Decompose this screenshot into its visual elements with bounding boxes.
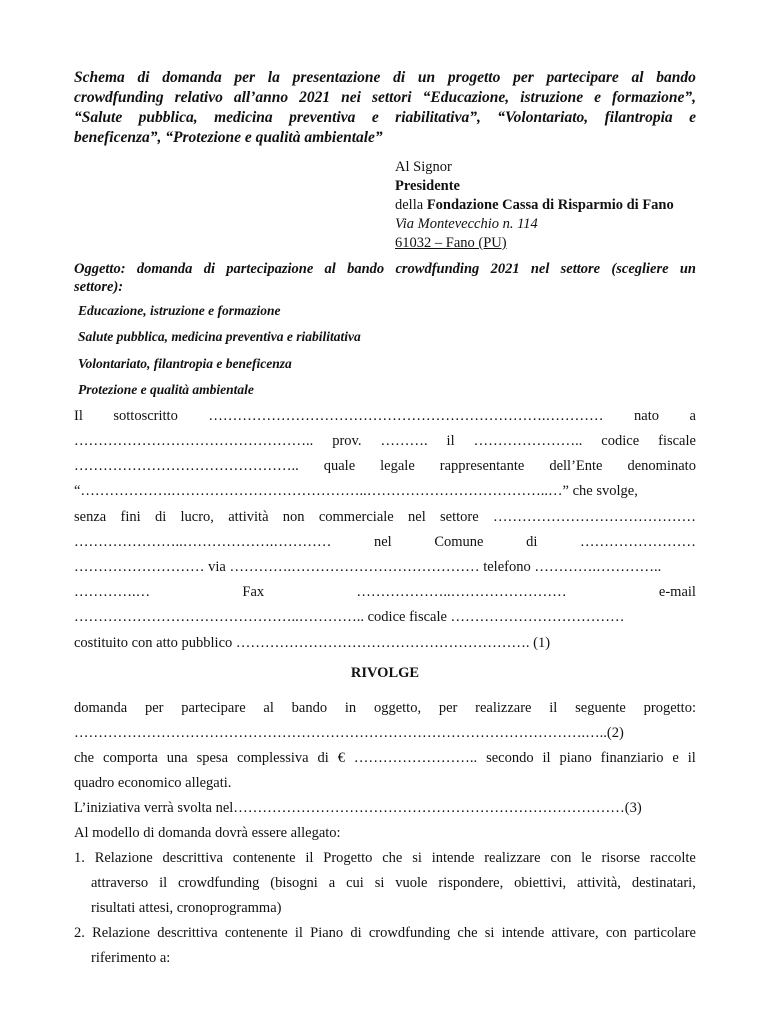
word: nato bbox=[634, 408, 659, 424]
word: contenente bbox=[224, 925, 288, 941]
word: con bbox=[605, 925, 627, 941]
word: senza bbox=[74, 509, 107, 525]
form-line-4: “……………….…………………………………..………………………………..…” che svolge, bbox=[74, 483, 638, 499]
list-item-1-line-3: risultati attesi, cronoprogramma) bbox=[91, 900, 282, 916]
word: particolare bbox=[633, 925, 696, 941]
word: ………………….. bbox=[473, 433, 583, 449]
word: …………………….. bbox=[353, 750, 478, 766]
word: …………………… bbox=[579, 534, 696, 550]
address-org: Fondazione Cassa di Risparmio di Fano bbox=[426, 197, 674, 213]
word: la bbox=[267, 69, 280, 86]
word: intende bbox=[501, 925, 545, 941]
heading-line-3 bbox=[74, 108, 696, 128]
word: si bbox=[374, 875, 385, 891]
heading-line-4: beneficenza”, “Protezione e qualità ambientale” bbox=[74, 129, 383, 146]
word: complessiva bbox=[236, 750, 309, 766]
word: denominato bbox=[627, 458, 696, 474]
word: e-mail bbox=[658, 584, 696, 600]
body-line-2: …………………………………………………………………………………………….…..(2) bbox=[74, 725, 624, 741]
word: piano bbox=[559, 750, 592, 766]
heading-line-2 bbox=[74, 88, 696, 108]
form-line-6 bbox=[74, 533, 696, 551]
word: commerciale bbox=[318, 509, 394, 525]
word: bando bbox=[347, 261, 385, 277]
form-line-7: ……………………… via ………….………………………………… telefono ………….………….. bbox=[74, 559, 662, 575]
word: realizzare bbox=[475, 700, 532, 716]
word: (scegliere bbox=[611, 261, 669, 277]
word: risorse bbox=[601, 850, 641, 866]
word: 2. bbox=[74, 925, 85, 941]
form-line-3 bbox=[74, 457, 696, 475]
word: che bbox=[457, 925, 478, 941]
body-line-3 bbox=[74, 749, 696, 767]
word: attraverso bbox=[91, 875, 149, 891]
word: non bbox=[282, 509, 305, 525]
word: fini bbox=[120, 509, 141, 525]
word: “Educazione, bbox=[422, 89, 510, 106]
recipient-address bbox=[395, 158, 674, 253]
word: il bbox=[687, 750, 696, 766]
word: Oggetto: bbox=[74, 261, 126, 277]
word: quale bbox=[323, 458, 356, 474]
word: Relazione bbox=[92, 925, 151, 941]
word: Piano bbox=[310, 925, 344, 941]
word: contenente bbox=[232, 850, 296, 866]
word: attività, bbox=[577, 875, 621, 891]
address-org-line bbox=[395, 196, 674, 215]
word: nel bbox=[530, 261, 550, 277]
word: rispondere, bbox=[438, 875, 504, 891]
word: nei bbox=[341, 89, 361, 106]
word: che bbox=[74, 750, 95, 766]
word: il bbox=[542, 750, 551, 766]
word: settore bbox=[560, 261, 601, 277]
body-line-6: Al modello di domanda dovrà essere allegato: bbox=[74, 825, 341, 841]
word: ………. bbox=[380, 433, 428, 449]
word: al bbox=[263, 700, 274, 716]
word: domanda bbox=[74, 700, 128, 716]
list-item-2-line-2: riferimento a: bbox=[91, 950, 171, 966]
word: legale bbox=[380, 458, 415, 474]
word: al bbox=[324, 261, 336, 277]
word: il bbox=[159, 875, 168, 891]
list-item-1-line-2 bbox=[74, 871, 696, 896]
heading-line-1 bbox=[74, 68, 696, 88]
word: dell’Ente bbox=[549, 458, 603, 474]
word: secondo bbox=[486, 750, 534, 766]
form-line-2 bbox=[74, 432, 696, 450]
word: per bbox=[438, 700, 458, 716]
word: bando bbox=[656, 69, 696, 86]
body-line-5: L’iniziativa verrà svolta nel………………………………………………………………………(3) bbox=[74, 800, 642, 816]
word: spesa bbox=[196, 750, 229, 766]
address-street: Via Montevecchio n. 114 bbox=[395, 216, 538, 232]
rivolge-heading: RIVOLGE bbox=[350, 665, 420, 681]
word: pubblica, bbox=[138, 109, 198, 126]
word: di bbox=[203, 261, 215, 277]
word: …………………………………………………………….………… bbox=[208, 408, 604, 424]
oggetto-paragraph bbox=[74, 260, 696, 296]
word: il bbox=[294, 925, 303, 941]
word: di bbox=[154, 509, 167, 525]
word: di bbox=[526, 534, 538, 550]
word: per bbox=[513, 69, 534, 86]
word: € bbox=[337, 750, 345, 766]
word: crowdfunding bbox=[74, 89, 164, 106]
word: ………….… bbox=[74, 584, 151, 600]
word: Il bbox=[74, 408, 83, 424]
word: oggetto, bbox=[373, 700, 422, 716]
word: realizzare bbox=[484, 850, 541, 866]
word: e bbox=[371, 109, 379, 126]
word: presentazione bbox=[292, 69, 381, 86]
word: a bbox=[689, 408, 696, 424]
word: vuole bbox=[395, 875, 428, 891]
word: …………………………………… bbox=[492, 509, 696, 525]
body-line-1 bbox=[74, 699, 696, 717]
oggetto-line-1 bbox=[74, 260, 696, 278]
form-line-10: costituito con atto pubblico ……………………………………………………. (1) bbox=[74, 635, 551, 651]
word: raccolte bbox=[649, 850, 696, 866]
word: il bbox=[549, 700, 558, 716]
word: che bbox=[382, 850, 403, 866]
word: si bbox=[412, 850, 422, 866]
word: di bbox=[350, 925, 362, 941]
word: nel bbox=[373, 534, 392, 550]
form-line-5 bbox=[74, 508, 696, 526]
address-title: Presidente bbox=[395, 178, 460, 194]
word: lucro, bbox=[180, 509, 214, 525]
word: di bbox=[317, 750, 329, 766]
word: settore bbox=[440, 509, 479, 525]
word: ……………………………………….. bbox=[74, 458, 299, 474]
document-heading bbox=[74, 68, 696, 148]
word: di bbox=[393, 69, 406, 86]
word: intende bbox=[431, 850, 475, 866]
word: preventiva bbox=[289, 109, 356, 126]
address-to: Al Signor bbox=[395, 159, 452, 175]
word: obiettivi, bbox=[514, 875, 567, 891]
form-line-8 bbox=[74, 583, 696, 601]
word: bando bbox=[291, 700, 328, 716]
word: ………………………………………….. bbox=[74, 433, 314, 449]
word: le bbox=[581, 850, 592, 866]
form-line-1 bbox=[74, 407, 696, 425]
word: partecipare bbox=[546, 69, 619, 86]
word: formazione”, bbox=[612, 89, 696, 106]
word: 1. bbox=[74, 850, 85, 866]
word: il bbox=[446, 433, 455, 449]
word: un bbox=[679, 261, 696, 277]
address-della: della bbox=[395, 197, 427, 213]
word: descrittiva bbox=[157, 925, 218, 941]
word: un bbox=[417, 69, 436, 86]
word: medicina bbox=[214, 109, 273, 126]
list-item-2-line-1 bbox=[74, 921, 696, 946]
word: in bbox=[344, 700, 357, 716]
word: attività bbox=[228, 509, 269, 525]
word: Schema bbox=[74, 69, 125, 86]
attachment-list bbox=[74, 846, 696, 971]
word: progetto bbox=[447, 69, 501, 86]
word: a bbox=[328, 875, 336, 891]
word: “Salute bbox=[74, 109, 123, 126]
word: e bbox=[594, 89, 601, 106]
word: 2021 bbox=[299, 89, 331, 106]
word: il bbox=[305, 850, 314, 866]
word: crowdfunding bbox=[395, 261, 480, 277]
word: partecipare bbox=[181, 700, 246, 716]
list-item-1-line-1 bbox=[74, 846, 696, 871]
word: Comune bbox=[434, 534, 484, 550]
word: 2021 bbox=[490, 261, 520, 277]
word: seguente bbox=[575, 700, 626, 716]
word: per bbox=[234, 69, 256, 86]
oggetto-line-2: settore): bbox=[74, 279, 124, 295]
word: (bisogni bbox=[270, 875, 318, 891]
word: progetto: bbox=[643, 700, 696, 716]
word: partecipazione bbox=[226, 261, 314, 277]
word: domanda bbox=[136, 261, 193, 277]
word: crowdfunding bbox=[368, 925, 451, 941]
word: e bbox=[689, 109, 696, 126]
word: nel bbox=[408, 509, 426, 525]
word: destinatari, bbox=[631, 875, 696, 891]
word: Progetto bbox=[323, 850, 373, 866]
sector-option-salute[interactable]: Salute pubblica, medicina preventiva e riabilitativa bbox=[78, 329, 361, 344]
word: una bbox=[166, 750, 188, 766]
word: al bbox=[631, 69, 644, 86]
word: comporta bbox=[103, 750, 158, 766]
word: relativo bbox=[174, 89, 223, 106]
word: filantropia bbox=[604, 109, 673, 126]
word: Fax bbox=[242, 584, 265, 600]
word: descrittiva bbox=[162, 850, 223, 866]
word: cui bbox=[346, 875, 364, 891]
sector-option-educazione[interactable]: Educazione, istruzione e formazione bbox=[78, 303, 281, 318]
word: crowdfunding bbox=[178, 875, 260, 891]
word: riabilitativa”, bbox=[395, 109, 481, 126]
word: Relazione bbox=[94, 850, 153, 866]
word: si bbox=[484, 925, 495, 941]
word: sottoscritto bbox=[113, 408, 178, 424]
sector-option-ambiente[interactable]: Protezione e qualità ambientale bbox=[78, 382, 254, 397]
form-line-9: ………………………………………..………….. codice fiscale ……………………………… bbox=[74, 609, 625, 625]
word: rappresentante bbox=[439, 458, 525, 474]
word: …………………..……………….………… bbox=[74, 534, 332, 550]
address-city: 61032 – Fano (PU) bbox=[395, 235, 507, 251]
word: domanda bbox=[162, 69, 222, 86]
word: codice bbox=[601, 433, 640, 449]
sector-option-volontariato[interactable]: Volontariato, filantropia e beneficenza bbox=[78, 356, 292, 371]
word: all’anno bbox=[233, 89, 289, 106]
word: fiscale bbox=[658, 433, 696, 449]
word: di bbox=[137, 69, 150, 86]
word: con bbox=[550, 850, 572, 866]
word: per bbox=[144, 700, 164, 716]
word: e bbox=[672, 750, 679, 766]
word: attivare, bbox=[551, 925, 599, 941]
word: ………………..…………………… bbox=[356, 584, 567, 600]
word: settori bbox=[371, 89, 412, 106]
word: “Volontariato, bbox=[497, 109, 589, 126]
body-line-4: quadro economico allegati. bbox=[74, 775, 232, 791]
word: istruzione bbox=[520, 89, 584, 106]
word: finanziario bbox=[600, 750, 664, 766]
word: prov. bbox=[332, 433, 362, 449]
